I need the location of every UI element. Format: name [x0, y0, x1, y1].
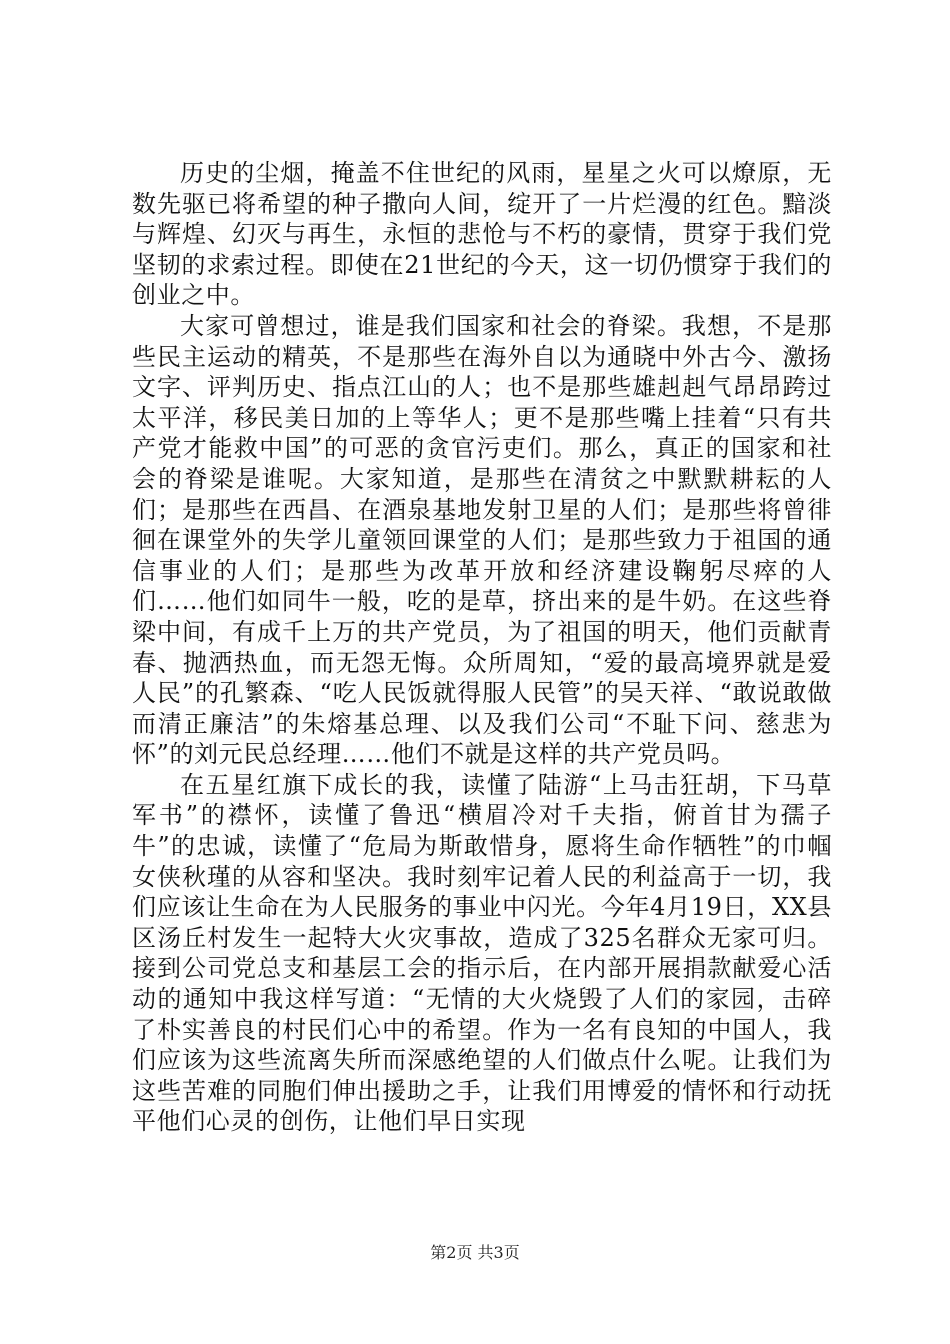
paragraph-1: 历史的尘烟，掩盖不住世纪的风雨，星星之火可以燎原，无数先驱已将希望的种子撒向人间，绽开了一片烂漫的红色。黯淡与辉煌、幻灭与再生，永恒的悲怆与不朽的豪情，贯穿于我们党坚韧的求索过程。即使在21世纪的今天，这一切仍惯穿于我们的创业之中。	[132, 159, 832, 310]
page-footer: 第2页 共3页	[430, 1243, 520, 1262]
paragraph-2: 大家可曾想过，谁是我们国家和社会的脊梁。我想，不是那些民主运动的精英，不是那些在海外自以为通晓中外古今、激扬文字、评判历史、指点江山的人；也不是那些雄赳赳气昂昂跨过太平洋，移民美日加的上等华人；更不是那些嘴上挂着“只有共产党才能救中国”的可恶的贪官污吏们。那么，真正的国家和社会的脊梁是谁呢。大家知道，是那些在清贫之中默默耕耘的人们；是那些在西昌、在酒泉基地发射卫星的人们；是那些将曾徘徊在课堂外的失学儿童领回课堂的人们；是那些致力于祖国的通信事业的人们；是那些为改革开放和经济建设鞠躬尽瘁的人们……他们如同牛一般，吃的是草，挤出来的是牛奶。在这些脊梁中间，有成千上万的共产党员，为了祖国的明天，他们贡献青春、抛洒热血，而无怨无悔。众所周知，“爱的最高境界就是爱人民”的孔繁森、“吃人民饭就得服人民管”的吴天祥、“敢说敢做而清正廉洁”的朱熔基总理、以及我们公司“不耻下问、慈悲为怀”的刘元民总经理……他们不就是这样的共产党员吗。	[132, 311, 832, 769]
document-body	[132, 158, 832, 1137]
paragraph-3: 在五星红旗下成长的我，读懂了陆游“上马击狂胡，下马草军书”的襟怀，读懂了鲁迅“横眉冷对千夫指，俯首甘为孺子牛”的忠诚，读懂了“危局为斯敢惜身，愿将生命作牺牲”的巾帼女侠秋瑾的从容和坚决。我时刻牢记着人民的利益高于一切，我们应该让生命在为人民服务的事业中闪光。今年4月19日，XX县区汤丘村发生一起特大火灾事故，造成了325名群众无家可归。接到公司党总支和基层工会的指示后，在内部开展捐款献爱心活动的通知中我这样写道：“无情的大火烧毁了人们的家园，击碎了朴实善良的村民们心中的希望。作为一名有良知的中国人，我们应该为这些流离失所而深感绝望的人们做点什么呢。让我们为这些苦难的同胞们伸出援助之手，让我们用博爱的情怀和行动抚平他们心灵的创伤，让他们早日实现	[132, 770, 832, 1136]
